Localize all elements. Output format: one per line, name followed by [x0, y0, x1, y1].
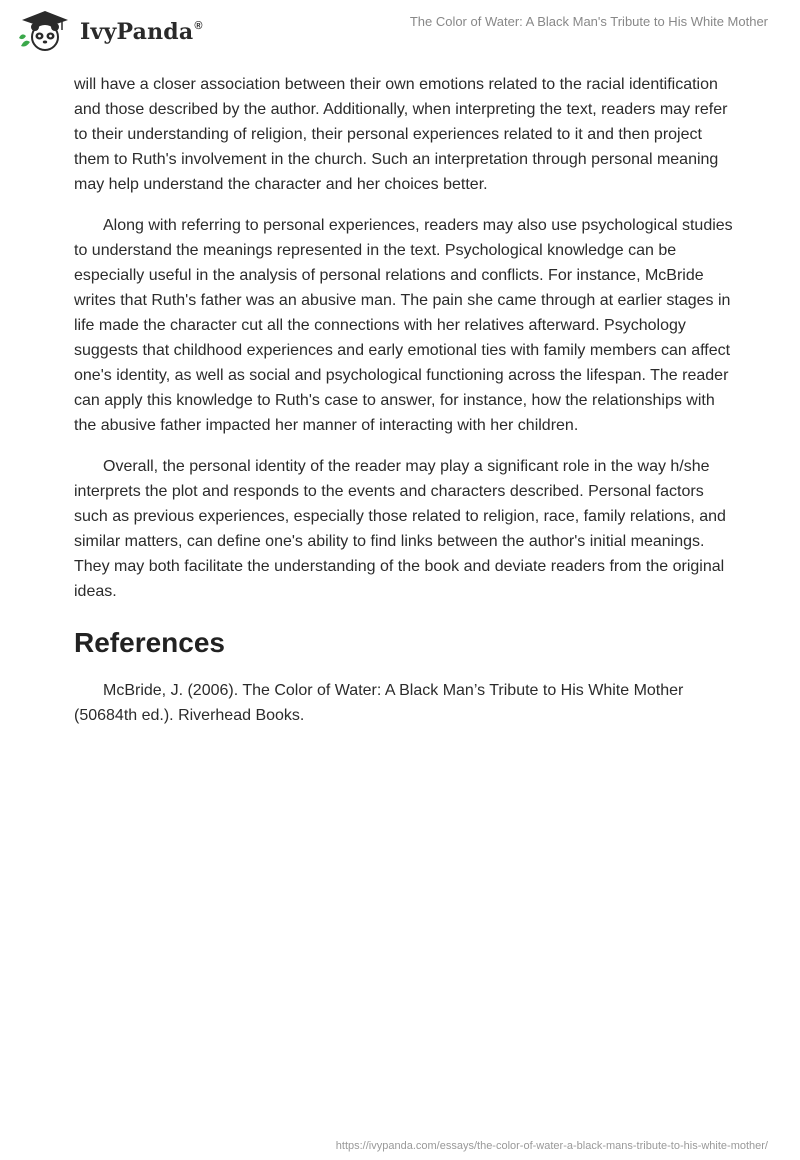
body-paragraph: Along with referring to personal experiences, readers may also use psychological studies to understand the meanings represented in the text. Psychological knowledge can be especially useful in the analysis of personal relations and conflicts. For instance, McBride writes that Ruth's father was an abusive man. The pain she came through at earlier stages in life made the character cut all the connections with her relatives afterward. Psychology suggests that childhood experiences and early emotional ties with family members can affect one's identity, as well as social and psychological functioning across the lifespan. The reader can apply this knowledge to Ruth's case to answer, for instance, how the relationships with the abusive father impacted her manner of interacting with her children.	[74, 217, 733, 434]
registered-mark: ®	[194, 20, 203, 32]
essay-body	[74, 72, 734, 728]
brand-name-text: IvyPanda	[80, 19, 194, 45]
references-heading: References	[74, 627, 225, 658]
ivypanda-logo[interactable]	[16, 8, 203, 52]
source-url[interactable]: https://ivypanda.com/essays/the-color-of-water-a-black-mans-tribute-to-his-white-mother/	[335, 1140, 768, 1152]
reference-item: McBride, J. (2006). The Color of Water: A Black Man’s Tribute to His White Mother (50684th ed.). Riverhead Books.	[74, 682, 684, 724]
brand-name	[80, 19, 203, 45]
body-paragraph: Overall, the personal identity of the reader may play a significant role in the way h/she interprets the plot and responds to the events and characters described. Personal factors such as previous experiences, especially those related to religion, race, family relations, and similar matters, can define one's ability to find links between the author's initial meanings. They may both facilitate the understanding of the book and deviate readers from the original ideas.	[74, 458, 726, 600]
document-title: The Color of Water: A Black Man's Tribute to His White Mother	[409, 14, 768, 29]
page-header	[0, 0, 800, 70]
body-paragraph: will have a closer association between their own emotions related to the racial identification and those described by the author. Additionally, when interpreting the text, readers may refer to their understanding of religion, their personal experiences related to it and then project them to Ruth's involvement in the church. Such an interpretation through personal meaning may help understand the character and her choices better.	[74, 76, 728, 193]
panda-graduate-icon	[16, 8, 74, 52]
